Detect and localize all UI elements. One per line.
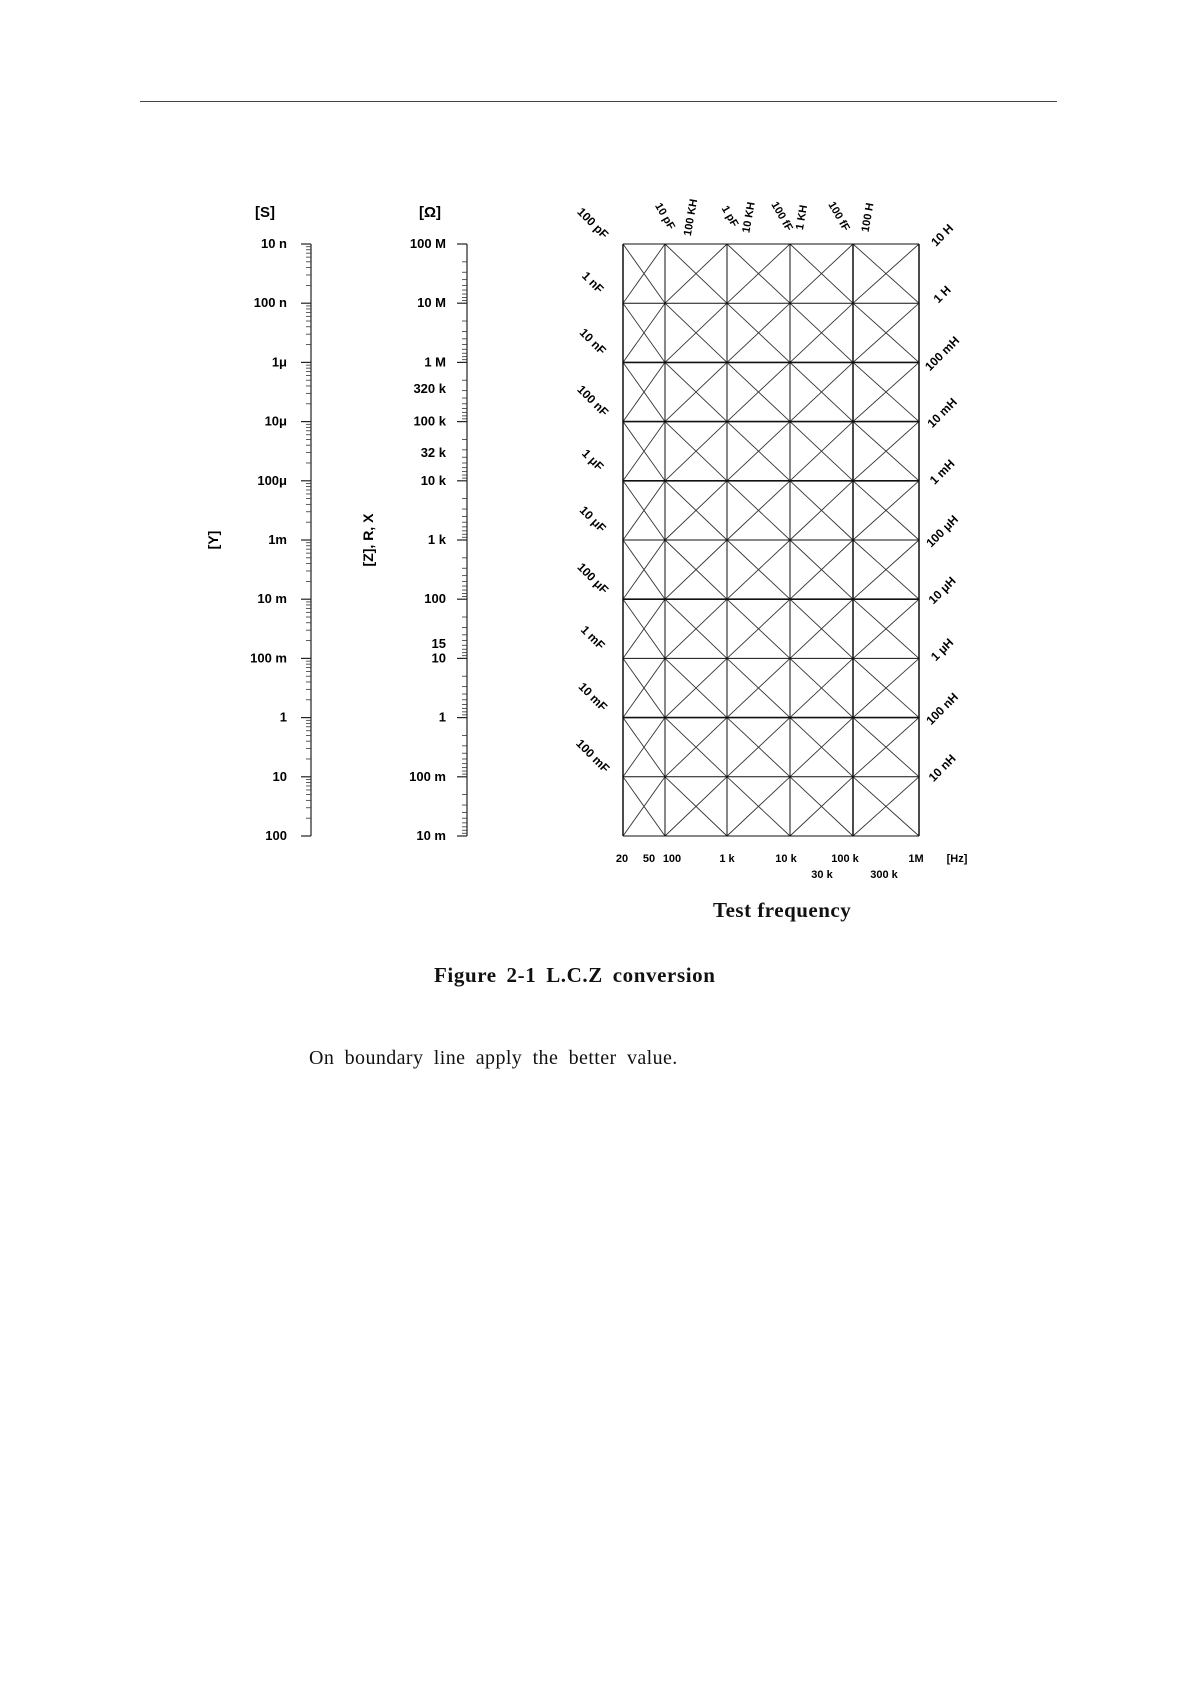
admittance-scale — [205, 204, 311, 843]
scale-tick-label: 1 M — [424, 354, 446, 370]
frequency-sub-label: 300 k — [870, 869, 898, 881]
scale-tick-label: 100 m — [409, 768, 446, 784]
scale-tick-label: 10 m — [257, 591, 287, 607]
scale-tick-label: 1 k — [427, 532, 446, 547]
scale-tick-label: 10 k — [420, 472, 446, 488]
test-frequency-caption: Test frequency — [713, 898, 852, 922]
scale-tick-label: 10 m — [416, 828, 446, 843]
capacitance-label: 10 μF — [576, 503, 609, 536]
scale-unit-label: [S] — [255, 204, 275, 221]
top-diagonal-label: 10 KH — [740, 201, 758, 234]
scale-tick-label: 10 n — [260, 236, 287, 251]
frequency-tick-label: [Hz] — [946, 853, 968, 865]
body-paragraph: On boundary line apply the better value. — [309, 1047, 678, 1069]
frequency-tick-label: 1M — [908, 853, 924, 865]
frequency-tick-label: 10 k — [775, 853, 797, 865]
inductance-label: 1 mH — [926, 456, 958, 488]
figure-caption: Figure 2-1 L.C.Z conversion — [434, 963, 716, 987]
frequency-tick-label: 20 — [615, 853, 629, 865]
top-diagonal-label: 10 pF — [652, 201, 677, 232]
scale-tick-label: 10μ — [264, 413, 287, 429]
scale-axis-title: [Z], R, X — [360, 513, 376, 567]
frequency-tick-label: 50 — [642, 853, 656, 865]
inductance-label: 10 nH — [925, 751, 959, 785]
scale-extra-label: 32 k — [420, 445, 446, 460]
capacitance-label: 1 mF — [577, 622, 608, 653]
inductance-label: 1 H — [930, 282, 954, 306]
inductance-label: 100 nH — [923, 689, 962, 728]
scale-tick-label: 10 — [272, 768, 287, 784]
top-diagonal-label: 100 fF — [825, 199, 852, 234]
scale-extra-label: 15 — [431, 636, 446, 651]
scale-tick-label: 1 — [279, 709, 287, 725]
inductance-label: 100 mH — [922, 333, 963, 374]
scale-tick-label: 100 k — [413, 413, 446, 429]
top-diagonal-label: 100 KH — [681, 198, 701, 237]
scale-tick-label: 100 m — [250, 650, 287, 666]
scale-unit-label: [Ω] — [418, 204, 442, 221]
capacitance-label: 100 nF — [574, 382, 612, 420]
top-diagonal-label: 1 pF — [718, 203, 741, 230]
frequency-tick-label: 1 k — [719, 853, 735, 865]
capacitance-label: 10 nF — [576, 325, 609, 358]
inductance-label: 1 μH — [928, 635, 957, 664]
impedance-scale — [360, 204, 467, 843]
frequency-tick-label: 100 — [662, 853, 682, 865]
capacitance-label: 100 pF — [574, 204, 612, 242]
capacitance-label: 1 μF — [579, 446, 607, 474]
scale-tick-label: 100 M — [409, 236, 446, 251]
top-diagonal-label: 100 H — [859, 201, 877, 233]
top-diagonal-label: 1 KH — [793, 204, 811, 231]
top-diagonal-label: 100 fF — [768, 199, 795, 234]
capacitance-label: 1 nF — [579, 268, 607, 297]
inductance-label: 10 μH — [925, 573, 959, 607]
scale-tick-label: 10 — [431, 650, 446, 666]
inductance-label: 10 H — [928, 221, 957, 250]
frequency-sub-label: 30 k — [811, 869, 833, 881]
frequency-tick-label: 100 k — [831, 853, 859, 865]
capacitance-label: 100 μF — [574, 559, 612, 597]
scale-tick-label: 1μ — [271, 354, 287, 370]
scale-tick-label: 100 — [424, 591, 446, 607]
scale-tick-label: 1m — [268, 532, 287, 547]
capacitance-label: 100 mF — [573, 736, 613, 776]
scale-tick-label: 1 — [438, 709, 446, 725]
inductance-label: 10 mH — [924, 395, 960, 431]
inductance-label: 100 μH — [923, 512, 962, 551]
scale-tick-label: 100 n — [253, 295, 287, 311]
scale-tick-label: 100μ — [257, 472, 287, 488]
capacitance-label: 10 mF — [575, 679, 611, 714]
scale-extra-label: 320 k — [413, 381, 446, 396]
scale-tick-label: 10 M — [417, 295, 446, 311]
lcz-chart-grid — [623, 244, 919, 836]
scale-tick-label: 100 — [265, 828, 287, 843]
scale-axis-title: [Y] — [205, 530, 221, 550]
